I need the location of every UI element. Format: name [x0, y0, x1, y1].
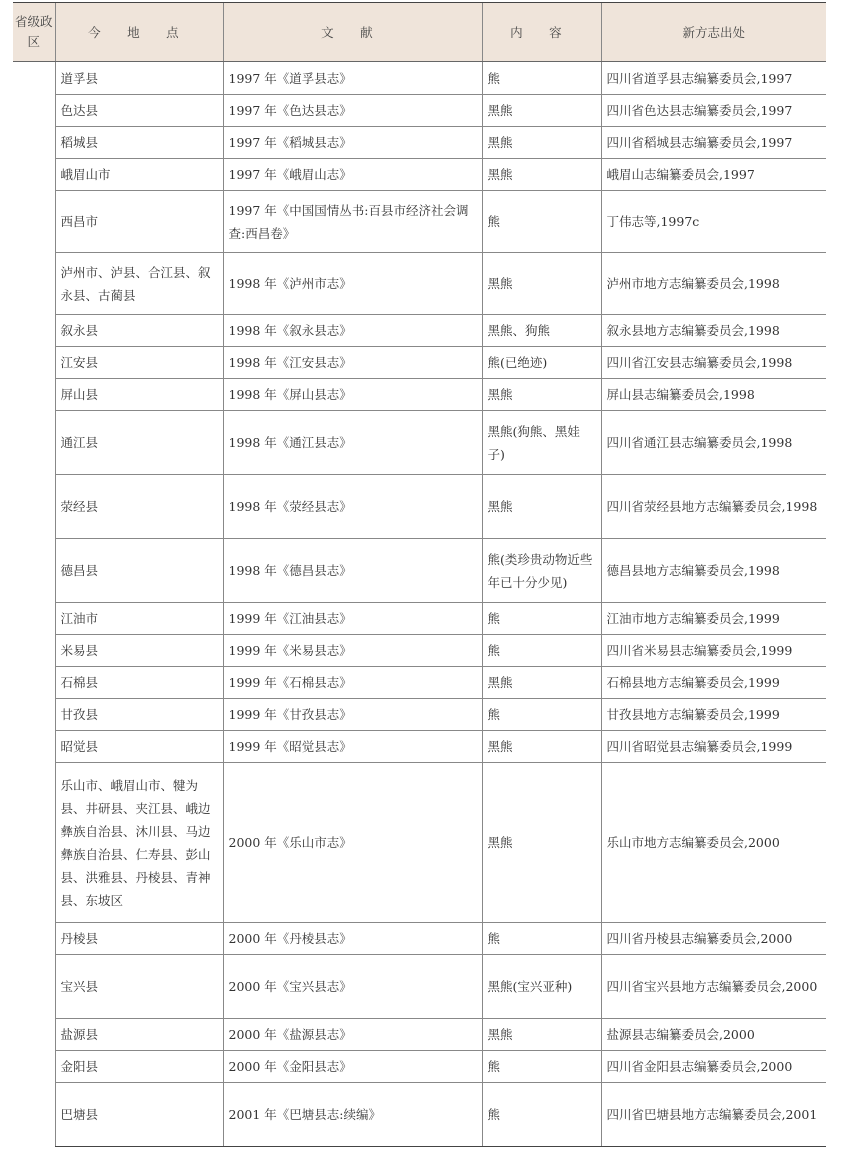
header-province: 省级政区: [13, 3, 55, 62]
source-cell: 四川省稻城县志编纂委员会,1997: [601, 127, 826, 159]
content-cell: 熊: [482, 603, 601, 635]
place-cell: 通江县: [55, 411, 223, 475]
source-cell: 四川省昭觉县志编纂委员会,1999: [601, 731, 826, 763]
document-cell: 1998 年《德昌县志》: [223, 539, 482, 603]
table-row: [13, 955, 826, 1019]
table-row: [13, 62, 826, 95]
place-cell: 稻城县: [55, 127, 223, 159]
content-cell: 黑熊: [482, 159, 601, 191]
place-cell: 昭觉县: [55, 731, 223, 763]
content-cell: 黑熊: [482, 1019, 601, 1051]
source-cell: 四川省丹棱县志编纂委员会,2000: [601, 923, 826, 955]
source-cell: 四川省道孚县志编纂委员会,1997: [601, 62, 826, 95]
source-cell: 盐源县志编纂委员会,2000: [601, 1019, 826, 1051]
content-cell: 黑熊: [482, 475, 601, 539]
source-cell: 峨眉山志编纂委员会,1997: [601, 159, 826, 191]
content-cell: 黑熊: [482, 731, 601, 763]
document-cell: 1999 年《米易县志》: [223, 635, 482, 667]
source-cell: 德昌县地方志编纂委员会,1998: [601, 539, 826, 603]
content-cell: 熊: [482, 191, 601, 253]
content-cell: 黑熊(宝兴亚种): [482, 955, 601, 1019]
table-row: [13, 667, 826, 699]
document-cell: 1997 年《峨眉山志》: [223, 159, 482, 191]
header-place: 今 地 点: [55, 3, 223, 62]
source-cell: 四川省通江县志编纂委员会,1998: [601, 411, 826, 475]
document-cell: 2000 年《乐山市志》: [223, 763, 482, 923]
table-row: [13, 603, 826, 635]
document-cell: 2000 年《金阳县志》: [223, 1051, 482, 1083]
source-cell: 四川省米易县志编纂委员会,1999: [601, 635, 826, 667]
place-cell: 丹棱县: [55, 923, 223, 955]
content-cell: 黑熊: [482, 253, 601, 315]
document-cell: 1999 年《昭觉县志》: [223, 731, 482, 763]
content-cell: 黑熊: [482, 95, 601, 127]
content-cell: 黑熊(狗熊、黑娃子): [482, 411, 601, 475]
content-cell: 黑熊: [482, 379, 601, 411]
source-cell: 四川省宝兴县地方志编纂委员会,2000: [601, 955, 826, 1019]
table-row: [13, 95, 826, 127]
content-cell: 熊: [482, 1051, 601, 1083]
source-cell: 四川省巴塘县地方志编纂委员会,2001: [601, 1083, 826, 1147]
place-cell: 道孚县: [55, 62, 223, 95]
place-cell: 屏山县: [55, 379, 223, 411]
source-cell: 泸州市地方志编纂委员会,1998: [601, 253, 826, 315]
source-cell: 四川省金阳县志编纂委员会,2000: [601, 1051, 826, 1083]
table-row: [13, 635, 826, 667]
place-cell: 宝兴县: [55, 955, 223, 1019]
header-source: 新方志出处: [601, 3, 826, 62]
source-cell: 丁伟志等,1997c: [601, 191, 826, 253]
place-cell: 江油市: [55, 603, 223, 635]
table-row: [13, 1083, 826, 1147]
document-cell: 2000 年《宝兴县志》: [223, 955, 482, 1019]
source-cell: 四川省荥经县地方志编纂委员会,1998: [601, 475, 826, 539]
source-cell: 乐山市地方志编纂委员会,2000: [601, 763, 826, 923]
content-cell: 黑熊、狗熊: [482, 315, 601, 347]
place-cell: 江安县: [55, 347, 223, 379]
table-row: [13, 1019, 826, 1051]
document-cell: 1998 年《屏山县志》: [223, 379, 482, 411]
place-cell: 叙永县: [55, 315, 223, 347]
source-cell: 江油市地方志编纂委员会,1999: [601, 603, 826, 635]
content-cell: 熊(类珍贵动物近些年已十分少见): [482, 539, 601, 603]
place-cell: 荥经县: [55, 475, 223, 539]
place-cell: 乐山市、峨眉山市、犍为县、井研县、夹江县、峨边彝族自治县、沐川县、马边彝族自治县、仁寿县、彭山县、洪雅县、丹棱县、青神县、东坡区: [55, 763, 223, 923]
table-row: [13, 159, 826, 191]
place-cell: 峨眉山市: [55, 159, 223, 191]
document-cell: 1999 年《甘孜县志》: [223, 699, 482, 731]
document-cell: 1999 年《江油县志》: [223, 603, 482, 635]
source-cell: 四川省江安县志编纂委员会,1998: [601, 347, 826, 379]
table-row: [13, 763, 826, 923]
source-cell: 石棉县地方志编纂委员会,1999: [601, 667, 826, 699]
table-row: [13, 191, 826, 253]
place-cell: 米易县: [55, 635, 223, 667]
source-cell: 叙永县地方志编纂委员会,1998: [601, 315, 826, 347]
source-cell: 甘孜县地方志编纂委员会,1999: [601, 699, 826, 731]
document-cell: 1997 年《道孚县志》: [223, 62, 482, 95]
document-cell: 2001 年《巴塘县志:续编》: [223, 1083, 482, 1147]
table-row: [13, 923, 826, 955]
header-content: 内 容: [482, 3, 601, 62]
content-cell: 熊: [482, 635, 601, 667]
content-cell: 熊: [482, 1083, 601, 1147]
content-cell: 熊: [482, 699, 601, 731]
table-row: [13, 379, 826, 411]
document-cell: 1998 年《荥经县志》: [223, 475, 482, 539]
content-cell: 熊(已绝迹): [482, 347, 601, 379]
place-cell: 盐源县: [55, 1019, 223, 1051]
header-document: 文 献: [223, 3, 482, 62]
content-cell: 熊: [482, 923, 601, 955]
province-cell: [13, 62, 55, 1147]
document-cell: 1998 年《江安县志》: [223, 347, 482, 379]
document-cell: 2000 年《盐源县志》: [223, 1019, 482, 1051]
document-cell: 1998 年《泸州市志》: [223, 253, 482, 315]
document-cell: 1999 年《石棉县志》: [223, 667, 482, 699]
table-row: [13, 731, 826, 763]
table-row: [13, 315, 826, 347]
table-row: [13, 475, 826, 539]
place-cell: 德昌县: [55, 539, 223, 603]
document-cell: 1997 年《色达县志》: [223, 95, 482, 127]
table-row: [13, 699, 826, 731]
table-row: [13, 347, 826, 379]
document-cell: 2000 年《丹棱县志》: [223, 923, 482, 955]
place-cell: 西昌市: [55, 191, 223, 253]
content-cell: 熊: [482, 62, 601, 95]
place-cell: 石棉县: [55, 667, 223, 699]
source-cell: 四川省色达县志编纂委员会,1997: [601, 95, 826, 127]
place-cell: 巴塘县: [55, 1083, 223, 1147]
table-row: [13, 127, 826, 159]
gazetteer-table: [13, 2, 826, 1147]
place-cell: 泸州市、泸县、合江县、叙永县、古蔺县: [55, 253, 223, 315]
place-cell: 色达县: [55, 95, 223, 127]
table-row: [13, 253, 826, 315]
table-row: [13, 411, 826, 475]
source-cell: 屏山县志编纂委员会,1998: [601, 379, 826, 411]
document-cell: 1998 年《通江县志》: [223, 411, 482, 475]
document-cell: 1998 年《叙永县志》: [223, 315, 482, 347]
table-header-row: [13, 3, 826, 62]
place-cell: 金阳县: [55, 1051, 223, 1083]
place-cell: 甘孜县: [55, 699, 223, 731]
content-cell: 黑熊: [482, 667, 601, 699]
content-cell: 黑熊: [482, 763, 601, 923]
table-row: [13, 1051, 826, 1083]
content-cell: 黑熊: [482, 127, 601, 159]
table-body: [13, 62, 826, 1147]
document-cell: 1997 年《中国国情丛书:百县市经济社会调查:西昌卷》: [223, 191, 482, 253]
document-cell: 1997 年《稻城县志》: [223, 127, 482, 159]
table-row: [13, 539, 826, 603]
